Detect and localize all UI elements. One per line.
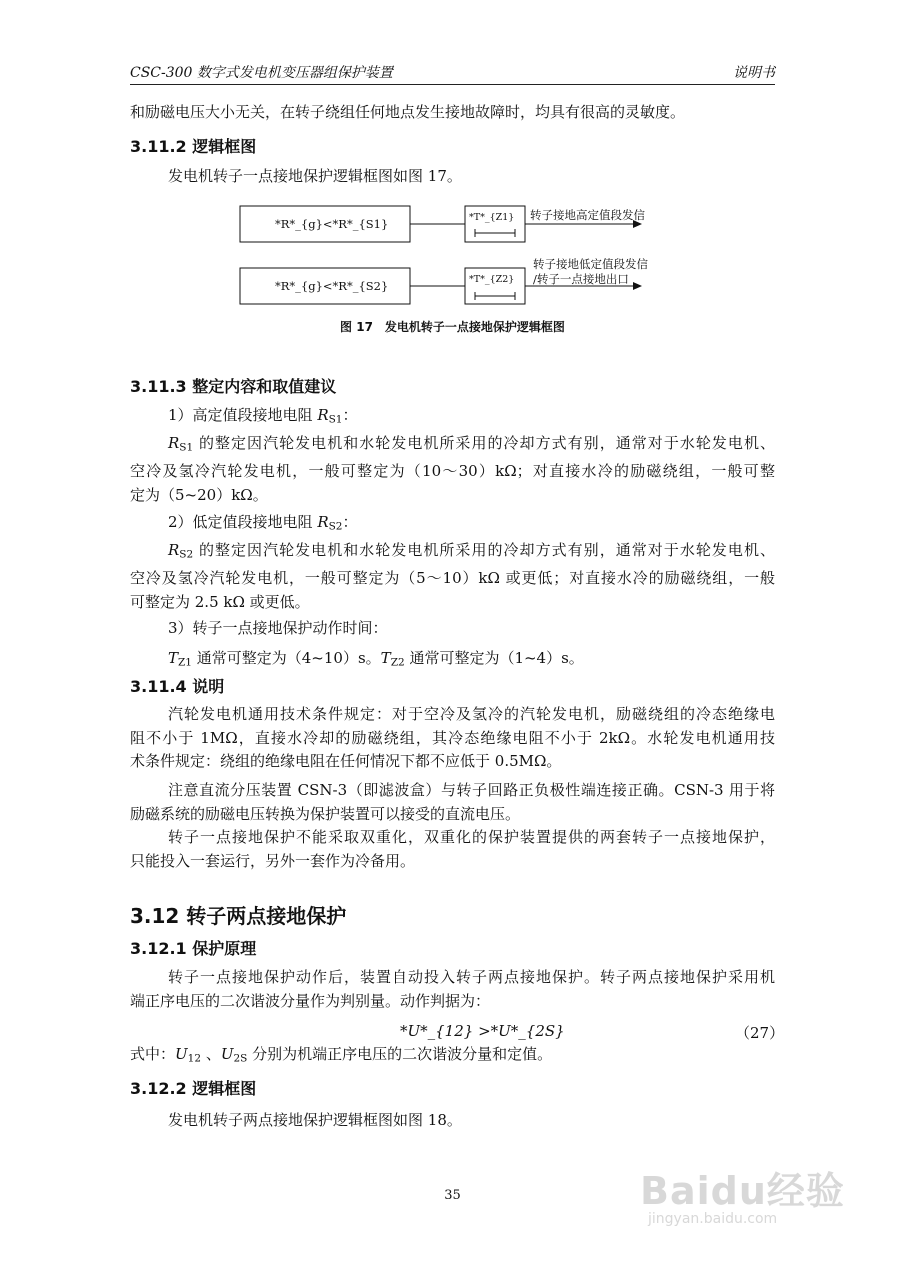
output-label-2a: 转子接地低定值段发信 bbox=[533, 257, 648, 271]
timer-label-1: *T*_{Z1} bbox=[469, 212, 515, 223]
paragraph-note-1 bbox=[130, 703, 775, 774]
item-2 bbox=[130, 511, 775, 539]
paragraph-fig18-ref bbox=[130, 1109, 775, 1133]
paragraph-rs1 bbox=[130, 432, 775, 507]
heading-3-11-3: 3.11.3 整定内容和取值建议 bbox=[130, 377, 337, 396]
arrowhead-2 bbox=[633, 282, 642, 290]
text-line: 式中：$U_{12}$ 、$U_{2S}$ 分别为机端正序电压的二次谐波分量和定值。 bbox=[130, 1045, 553, 1065]
text-line: 2）低定值段接地电阻 $R_{S2}$： bbox=[168, 513, 358, 533]
text-line: 发电机转子两点接地保护逻辑框图如图 18。 bbox=[168, 1111, 462, 1129]
text-line: 定为（5~20）kΩ。 bbox=[130, 485, 268, 504]
heading-3-12-1: 3.12.1 保护原理 bbox=[130, 939, 257, 958]
text-line: 励磁系统的励磁电压转换为保护装置可以接受的直流电压。 bbox=[130, 804, 521, 823]
baidu-watermark bbox=[640, 1160, 845, 1227]
timer-bar-2 bbox=[475, 292, 515, 300]
text-line: 3）转子一点接地保护动作时间： bbox=[168, 619, 388, 637]
output-label-1: 转子接地高定值段发信 bbox=[530, 208, 645, 222]
watermark-logo: Baidu经验 bbox=[640, 1169, 845, 1213]
watermark-url: jingyan.baidu.com bbox=[648, 1211, 778, 1227]
condition-label-1: *R*_{g}<*R*_{S1} bbox=[275, 217, 389, 231]
heading-3-11-4: 3.11.4 说明 bbox=[130, 677, 225, 696]
text-line: 和励磁电压大小无关，在转子绕组任何地点发生接地故障时，均具有很高的灵敏度。 bbox=[130, 103, 686, 121]
paragraph-where bbox=[130, 1043, 775, 1071]
text-line: 1）高定值段接地电阻 $R_{S1}$： bbox=[168, 406, 358, 426]
paragraph-fig17-ref bbox=[130, 165, 775, 189]
output-label-2b: /转子一点接地出口 bbox=[533, 272, 629, 286]
paragraph-note-3 bbox=[130, 826, 775, 873]
text-line: 可整定为 2.5 kΩ 或更低。 bbox=[130, 592, 310, 611]
equation: *U*_{12} >*U*_{2S} bbox=[400, 1022, 565, 1040]
paragraph-intro bbox=[130, 101, 775, 125]
text-line: 端正序电压的二次谐波分量作为判别量。动作判据为： bbox=[130, 991, 491, 1010]
timer-label-2: *T*_{Z2} bbox=[469, 274, 515, 285]
logic-diagram-fig17 bbox=[230, 200, 680, 314]
equation-number: （27） bbox=[735, 1024, 785, 1042]
heading-3-11-2: 3.11.2 逻辑框图 bbox=[130, 137, 257, 156]
header-right: 说明书 bbox=[733, 65, 775, 81]
item-1 bbox=[130, 404, 775, 432]
header-rule bbox=[130, 84, 775, 85]
text-line: 转子一点接地保护不能采取双重化，双重化的保护装置提供的两套转子一点接地保护， bbox=[168, 828, 775, 846]
timer-bar-1 bbox=[475, 229, 515, 237]
text-line: 空冷及氢冷汽轮发电机，一般可整定为（5～10）kΩ 或更低；对直接水冷的励磁绕组，一般 bbox=[130, 569, 775, 588]
header-title: CSC-300 数字式发电机变压器组保护装置 bbox=[130, 65, 393, 81]
text-line: $T_{Z1}$ 通常可整定为（4~10）s。$T_{Z2}$ 通常可整定为（1~4）s。 bbox=[168, 649, 584, 669]
running-header bbox=[130, 62, 775, 82]
item-3 bbox=[130, 617, 775, 641]
text-line: $R_{S1}$ 的整定因汽轮发电机和水轮发电机所采用的冷却方式有别，通常对于水轮发电机、 bbox=[168, 434, 775, 454]
text-line: 术条件规定：绕组的绝缘电阻在任何情况下都不应低于 0.5MΩ。 bbox=[130, 752, 562, 770]
text-line: 发电机转子一点接地保护逻辑框图如图 17。 bbox=[168, 167, 462, 185]
figure-caption: 图 17 发电机转子一点接地保护逻辑框图 bbox=[340, 320, 565, 334]
text-line: 阻不小于 1MΩ，直接水冷却的励磁绕组，其冷态绝缘电阻不小于 2kΩ。水轮发电机通用技 bbox=[130, 728, 775, 747]
text-line: $R_{S2}$ 的整定因汽轮发电机和水轮发电机所采用的冷却方式有别，通常对于水轮发电机、 bbox=[168, 541, 775, 561]
text-line: 只能投入一套运行，另外一套作为冷备用。 bbox=[130, 851, 416, 870]
text-line: 注意直流分压装置 CSN-3（即滤波盒）与转子回路正负极性端连接正确。CSN-3 用于将 bbox=[168, 781, 775, 799]
paragraph-rs2 bbox=[130, 539, 775, 614]
condition-label-2: *R*_{g}<*R*_{S2} bbox=[275, 279, 389, 293]
heading-3-12: 3.12 转子两点接地保护 bbox=[130, 904, 347, 928]
paragraph-tz bbox=[130, 647, 775, 675]
text-line: 汽轮发电机通用技术条件规定：对于空冷及氢冷的汽轮发电机，励磁绕组的冷态绝缘电 bbox=[168, 705, 775, 723]
heading-3-12-2: 3.12.2 逻辑框图 bbox=[130, 1079, 257, 1098]
text-line: 转子一点接地保护动作后，装置自动投入转子两点接地保护。转子两点接地保护采用机 bbox=[168, 968, 775, 986]
paragraph-principle bbox=[130, 966, 775, 1013]
page-number: 35 bbox=[444, 1188, 461, 1203]
text-line: 空冷及氢冷汽轮发电机，一般可整定为（10～30）kΩ；对直接水冷的励磁绕组，一般可整 bbox=[130, 462, 775, 481]
paragraph-note-2 bbox=[130, 779, 775, 826]
